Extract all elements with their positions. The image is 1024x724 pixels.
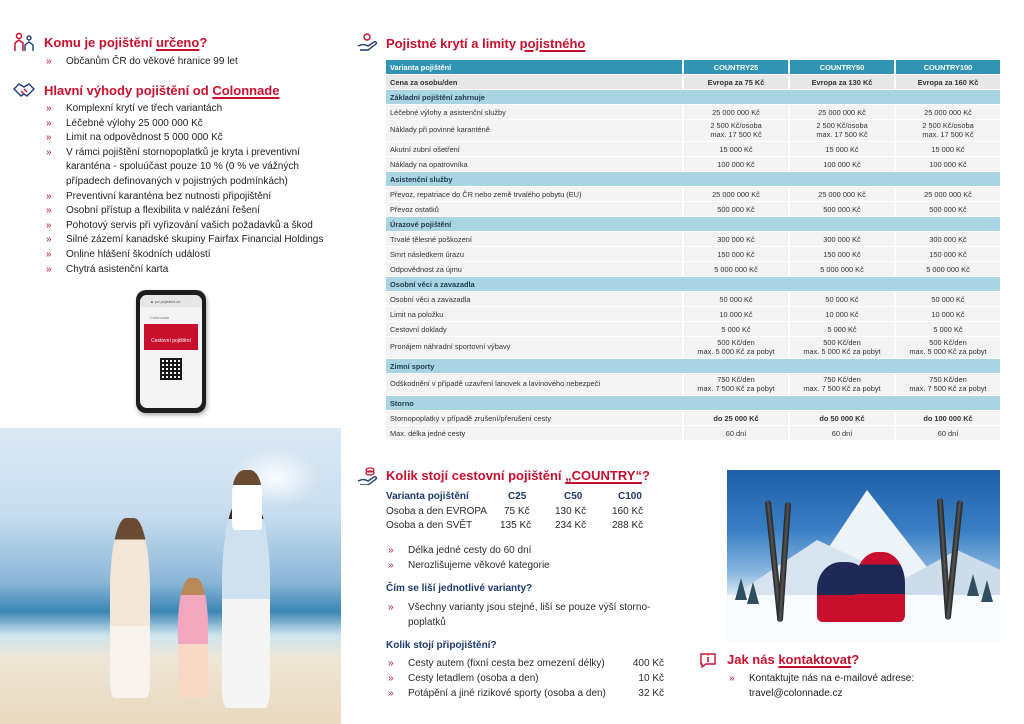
price-row [386, 505, 646, 520]
coverage-header-row [386, 60, 1000, 75]
value-cell: 750 Kč/den max. 7 500 Kč za pobyt [682, 374, 788, 396]
value-cell: 25 000 000 Kč [682, 105, 788, 120]
value-cell: 25 000 000 Kč [894, 187, 1000, 202]
value-cell: 60 dní [894, 426, 1000, 441]
price-cell: 160 Kč [612, 505, 644, 517]
row-label: Náklady na opatrovníka [386, 157, 682, 172]
value-cell: 10 000 Kč [894, 307, 1000, 322]
price-cell: 130 Kč [555, 505, 587, 517]
row-label: Smrt následkem úrazu [386, 247, 682, 262]
table-row [386, 307, 1000, 322]
value-cell: 2 500 Kč/osoba max. 17 500 Kč [894, 120, 1000, 142]
table-row [386, 157, 1000, 172]
table-row [386, 411, 1000, 426]
price-cell: 234 Kč [555, 520, 587, 531]
value-cell: 25 000 000 Kč [788, 105, 894, 120]
price-header-cell: C50 [564, 491, 583, 502]
value-cell: 500 000 Kč [894, 202, 1000, 217]
price-cell: Osoba a den EVROPA [386, 505, 487, 517]
coverage-group-row [386, 217, 1000, 232]
row-label: Akutní zubní ošetření [386, 142, 682, 157]
list-item: » Délka jedné cesty do 60 dní [386, 543, 664, 558]
diff-title: Čím se liší jednotlivé varianty? [386, 583, 533, 594]
people-icon [13, 32, 35, 52]
value-cell: 150 000 Kč [788, 247, 894, 262]
table-row [386, 292, 1000, 307]
table-row [386, 232, 1000, 247]
value-cell: 500 Kč/den max. 5 000 Kč za pobyt [682, 337, 788, 359]
advantages-list [44, 102, 334, 277]
value-cell: 5 000 Kč [894, 322, 1000, 337]
value-cell: 5 000 000 Kč [894, 262, 1000, 277]
value-cell: 150 000 Kč [894, 247, 1000, 262]
extras-title: Kolik stojí připojištění? [386, 640, 497, 651]
price-cell: 75 Kč [504, 505, 530, 517]
group-label: Zimní sporty [386, 359, 1000, 374]
value-cell: 750 Kč/den max. 7 500 Kč za pobyt [894, 374, 1000, 396]
value-cell: 5 000 Kč [788, 322, 894, 337]
table-row [386, 120, 1000, 142]
header-cell: COUNTRY100 [894, 60, 1000, 75]
handshake-icon [12, 80, 36, 100]
value-cell: 50 000 Kč [788, 292, 894, 307]
list-item [386, 686, 664, 701]
phone-brand: Colonnade [150, 315, 170, 320]
list-item: » V rámci pojištění stornopoplatků je kryta i preventivní karanténa - spoluúčast pouze 10 % (0 % ve vážných případech definovaných v pojistných podmínkách) [44, 146, 334, 190]
price-header-row [386, 490, 646, 505]
list-item: » Online hlášení škodních událostí [44, 248, 334, 263]
table-row [386, 247, 1000, 262]
value-cell: 10 000 Kč [682, 307, 788, 322]
value-cell: 5 000 000 Kč [788, 262, 894, 277]
group-label: Základní pojištění zahrnuje [386, 90, 1000, 105]
list-item: » Preventivní karanténa bez nutnosti připojištění [44, 190, 334, 205]
group-label: Asistenční služby [386, 172, 1000, 187]
price-cell: Evropa za 160 Kč [894, 75, 1000, 90]
value-cell: 100 000 Kč [788, 157, 894, 172]
notes-list [386, 543, 664, 573]
extra-label: Potápění a jiné rizikové sporty (osoba a den) [408, 688, 606, 699]
coins-hand-icon [356, 465, 380, 485]
phone-url: ▲ pri.pojisteni.cz [140, 295, 202, 307]
coverage-price-row [386, 75, 1000, 90]
value-cell: 15 000 Kč [788, 142, 894, 157]
value-cell: 25 000 000 Kč [788, 187, 894, 202]
list-item: » Nerozlišujeme věkové kategorie [386, 558, 664, 573]
coverage-group-row [386, 359, 1000, 374]
extra-label: Cesty autem (fixní cesta bez omezení délky) [408, 658, 605, 669]
coverage-group-row [386, 172, 1000, 187]
ski-couple-photo [727, 470, 1000, 641]
list-item: » Občanům ČR do věkové hranice 99 let [44, 55, 238, 70]
value-cell: do 50 000 Kč [788, 411, 894, 426]
group-label: Osobní věci a zavazadla [386, 277, 1000, 292]
extras-list [386, 656, 664, 701]
price-cell: 135 Kč [500, 520, 532, 531]
header-cell: COUNTRY50 [788, 60, 894, 75]
value-cell: 5 000 000 Kč [682, 262, 788, 277]
beach-family-photo [0, 428, 341, 724]
extra-price: 10 Kč [638, 673, 664, 684]
price-title: Kolik stojí cestovní pojištění „COUNTRY“? [386, 468, 650, 483]
value-cell: 500 000 Kč [682, 202, 788, 217]
value-cell: 5 000 Kč [682, 322, 788, 337]
value-cell: 500 Kč/den max. 5 000 Kč za pobyt [894, 337, 1000, 359]
list-item: » Osobní přístup a flexibilita v nalézání řešení [44, 204, 334, 219]
list-item: » Pohotový servis při vyřizování vašich požadavků a škod [44, 219, 334, 234]
info-icon [699, 650, 717, 668]
price-cell: Evropa za 75 Kč [682, 75, 788, 90]
value-cell: 2 500 Kč/osoba max. 17 500 Kč [682, 120, 788, 142]
row-label: Limit na položku [386, 307, 682, 322]
value-cell: 100 000 Kč [682, 157, 788, 172]
row-label: Stornopoplatky v případě zrušení/přerušení cesty [386, 411, 682, 426]
row-label: Pronájem náhradní sportovní výbavy [386, 337, 682, 359]
value-cell: 15 000 Kč [894, 142, 1000, 157]
phone-card: Cestovní pojištění [144, 324, 198, 350]
table-row [386, 374, 1000, 396]
value-cell: 25 000 000 Kč [682, 187, 788, 202]
price-grid [386, 490, 646, 534]
price-cell: Osoba a den SVĚT [386, 520, 473, 531]
price-cell: Evropa za 130 Kč [788, 75, 894, 90]
price-header-cell: Varianta pojištění [386, 491, 469, 502]
value-cell: 300 000 Kč [894, 232, 1000, 247]
coverage-group-row [386, 90, 1000, 105]
row-label: Převoz, repatriace do ČR nebo země trvalého pobytu (EU) [386, 187, 682, 202]
list-item: » Komplexní krytí ve třech variantách [44, 102, 334, 117]
contact-email[interactable]: travel@colonnade.cz [749, 687, 843, 699]
extra-label: Cesty letadlem (osoba a den) [408, 673, 539, 684]
value-cell: 2 500 Kč/osoba max. 17 500 Kč [788, 120, 894, 142]
coverage-group-row [386, 277, 1000, 292]
who-list [44, 55, 238, 70]
price-cell: Cena za osobu/den [386, 75, 682, 90]
value-cell: 150 000 Kč [682, 247, 788, 262]
row-label: Odškodnění v případě uzavření lanovek a lavinového nebezpečí [386, 374, 682, 396]
coverage-group-row [386, 396, 1000, 411]
header-cell: Varianta pojištění [386, 60, 682, 75]
value-cell: 60 dní [682, 426, 788, 441]
value-cell: 25 000 000 Kč [894, 105, 1000, 120]
extra-price: 32 Kč [638, 688, 664, 699]
row-label: Náklady při povinné karanténě [386, 120, 682, 142]
group-label: Storno [386, 396, 1000, 411]
phone-screen [140, 295, 202, 408]
value-cell: 300 000 Kč [682, 232, 788, 247]
contact-list [727, 672, 914, 701]
table-row [386, 426, 1000, 441]
table-row [386, 337, 1000, 359]
contact-title: Jak nás kontaktovat? [727, 652, 860, 667]
list-item: » Léčebné výlohy 25 000 000 Kč [44, 117, 334, 132]
value-cell: 100 000 Kč [894, 157, 1000, 172]
value-cell: 60 dní [788, 426, 894, 441]
coverage-title: Pojistné krytí a limity pojistného [386, 36, 586, 51]
assistance-card-phone [136, 290, 206, 413]
row-label: Cestovní doklady [386, 322, 682, 337]
list-item [386, 671, 664, 686]
value-cell: 50 000 Kč [894, 292, 1000, 307]
row-label: Osobní věci a zavazadla [386, 292, 682, 307]
value-cell: 500 Kč/den max. 5 000 Kč za pobyt [788, 337, 894, 359]
who-title: Komu je pojištění určeno? [44, 35, 208, 50]
price-row [386, 519, 646, 534]
coverage-hand-icon [356, 32, 380, 52]
list-item [386, 656, 664, 671]
list-item: » Silné zázemí kanadské skupiny Fairfax Financial Holdings [44, 233, 334, 248]
qr-code-icon [160, 358, 182, 380]
row-label: Převoz ostatků [386, 202, 682, 217]
table-row [386, 262, 1000, 277]
table-row [386, 202, 1000, 217]
row-label: Odpovědnost za újmu [386, 262, 682, 277]
header-cell: COUNTRY25 [682, 60, 788, 75]
value-cell: 500 000 Kč [788, 202, 894, 217]
diff-list [386, 600, 671, 630]
price-header-cell: C100 [618, 491, 642, 502]
row-label: Max. délka jedné cesty [386, 426, 682, 441]
list-item: » Chytrá asistenční karta [44, 263, 334, 278]
row-label: Léčebné výlohy a asistenční služby [386, 105, 682, 120]
value-cell: do 25 000 Kč [682, 411, 788, 426]
table-row [386, 322, 1000, 337]
price-cell: 288 Kč [612, 520, 644, 531]
table-row [386, 142, 1000, 157]
value-cell: 15 000 Kč [682, 142, 788, 157]
coverage-table [386, 60, 1000, 441]
group-label: Úrazové pojištění [386, 217, 1000, 232]
row-label: Trvalé tělesné poškození [386, 232, 682, 247]
list-item: » Limit na odpovědnost 5 000 000 Kč [44, 131, 334, 146]
advantages-title: Hlavní výhody pojištění od Colonnade [44, 83, 280, 98]
value-cell: 300 000 Kč [788, 232, 894, 247]
contact-text: Kontaktujte nás na e-mailové adrese: [749, 673, 915, 684]
list-item: » Všechny varianty jsou stejné, liší se pouze výší storno-poplatků [386, 600, 671, 630]
value-cell: 750 Kč/den max. 7 500 Kč za pobyt [788, 374, 894, 396]
list-item [727, 672, 914, 701]
value-cell: 10 000 Kč [788, 307, 894, 322]
value-cell: 50 000 Kč [682, 292, 788, 307]
table-row [386, 187, 1000, 202]
value-cell: do 100 000 Kč [894, 411, 1000, 426]
price-header-cell: C25 [508, 491, 527, 502]
extra-price: 400 Kč [632, 658, 664, 669]
table-row [386, 105, 1000, 120]
